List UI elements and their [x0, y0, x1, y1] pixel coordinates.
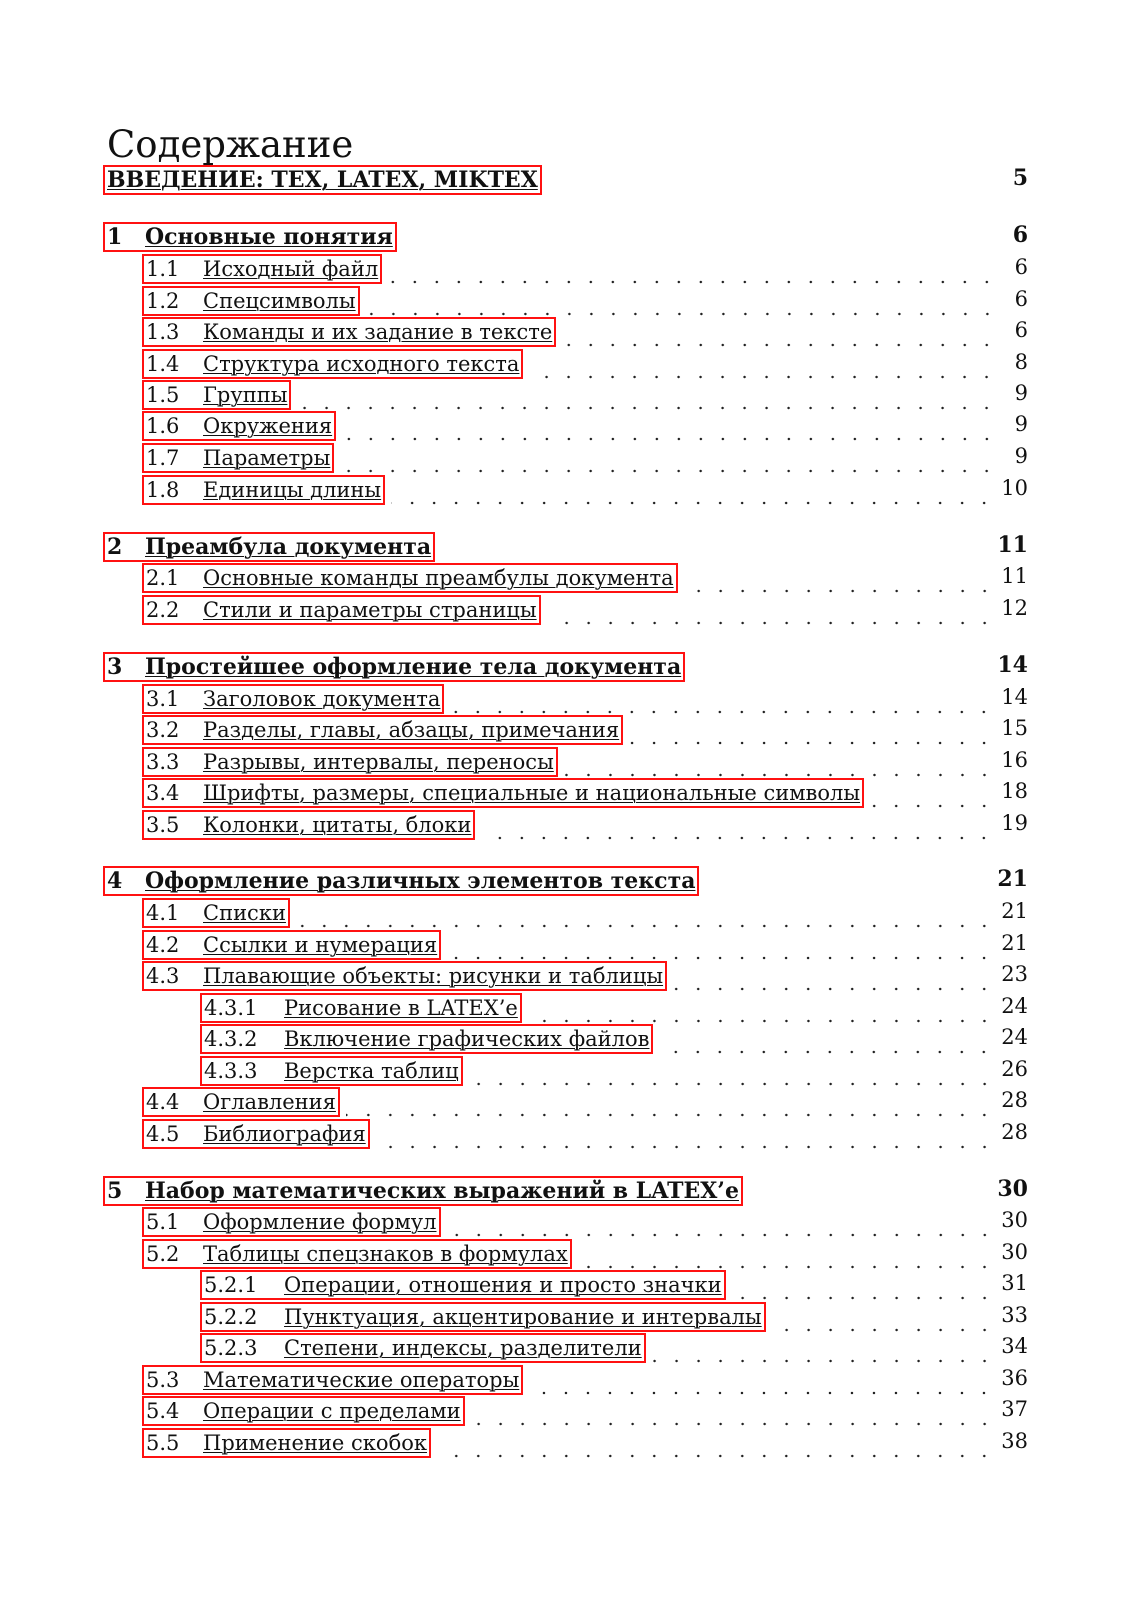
toc-row — [200, 1024, 1028, 1054]
dot-leader — [340, 449, 998, 473]
toc-entry-title: Структура исходного текста — [203, 352, 520, 376]
toc-link[interactable] — [200, 993, 522, 1023]
toc-entry-number: 4.1 — [146, 901, 180, 925]
dot-leader — [447, 1213, 996, 1237]
toc-entry-title: Разрывы, интервалы, переносы — [203, 750, 554, 774]
toc-entry-title: Таблицы спецзнаков в формулах — [203, 1242, 568, 1266]
toc-link[interactable] — [142, 1365, 523, 1395]
toc-row — [142, 810, 1028, 840]
toc-row — [142, 1207, 1028, 1237]
toc-page-number: 21 — [1001, 899, 1028, 923]
toc-entry-title: Рисование в LATEX’е — [284, 996, 518, 1020]
toc-entry-title: Операции, отношения и просто значки — [284, 1273, 722, 1297]
toc-link[interactable] — [142, 286, 360, 316]
toc-entry-title: Математические операторы — [203, 1368, 520, 1392]
toc-row — [142, 411, 1028, 441]
toc-entry-number: 3.3 — [146, 750, 180, 774]
toc-entry-number: 5.3 — [146, 1368, 180, 1392]
toc-row — [142, 961, 1028, 991]
toc-entry-title: Спецсимволы — [203, 289, 356, 313]
toc-page-number: 21 — [997, 866, 1028, 892]
toc-link[interactable] — [103, 1176, 743, 1206]
dot-leader — [346, 1093, 995, 1117]
toc-row — [142, 684, 1028, 714]
toc-entry-number: 5 — [107, 1178, 123, 1204]
toc-entry-number: 2.2 — [146, 598, 180, 622]
toc-entry-number: 5.2.3 — [204, 1336, 258, 1360]
toc-entry-title: Преамбула документа — [145, 534, 432, 560]
toc-entry-number: 1.1 — [146, 257, 180, 281]
toc-page-number: 26 — [1001, 1057, 1028, 1081]
toc-entry-title: Списки — [203, 901, 286, 925]
toc-entry-number: 1 — [107, 224, 123, 250]
toc-entry-number: 5.4 — [146, 1399, 180, 1423]
toc-page-number: 28 — [1001, 1120, 1028, 1144]
toc-page-number: 6 — [1014, 287, 1028, 311]
toc-page-number: 38 — [1001, 1429, 1028, 1453]
toc-row — [103, 1176, 1028, 1206]
dot-leader — [529, 1371, 995, 1395]
toc-row — [142, 380, 1028, 410]
toc-entry-title: Применение скобок — [203, 1431, 427, 1455]
toc-entry-title: Верстка таблиц — [284, 1059, 459, 1083]
dot-leader — [578, 1245, 996, 1269]
toc-page-number: 30 — [1001, 1240, 1028, 1264]
toc-row — [142, 747, 1028, 777]
toc-entry-title: Единицы длины — [203, 478, 382, 502]
toc-page-number: 9 — [1014, 444, 1028, 468]
toc-entry-number: 3.4 — [146, 781, 180, 805]
toc-entry-number: 4.4 — [146, 1090, 180, 1114]
toc-entry-number: 4.2 — [146, 933, 180, 957]
toc-page-number: 21 — [1001, 931, 1028, 955]
toc-entry-number: 5.2.2 — [204, 1305, 258, 1329]
toc-row — [142, 715, 1028, 745]
toc-page-number: 31 — [1001, 1271, 1028, 1295]
toc-row — [142, 443, 1028, 473]
toc-row — [142, 595, 1028, 625]
toc-page-number: 34 — [1001, 1334, 1028, 1358]
toc-link[interactable] — [142, 349, 523, 379]
toc-link[interactable] — [142, 380, 291, 410]
toc-page-number: 28 — [1001, 1088, 1028, 1112]
dot-leader — [391, 481, 995, 505]
toc-link[interactable] — [103, 165, 542, 195]
toc-link[interactable] — [142, 810, 475, 840]
toc-entry-title: Включение графических файлов — [284, 1027, 650, 1051]
dot-leader — [870, 784, 995, 808]
toc-entry-title: Заголовок документа — [203, 687, 441, 711]
toc-entry-number: 4.3.3 — [204, 1059, 258, 1083]
toc-link[interactable] — [142, 1239, 572, 1269]
toc-link[interactable] — [142, 563, 678, 593]
toc-page-number: 23 — [1001, 962, 1028, 986]
toc-row — [142, 898, 1028, 928]
toc-entry-number: 2 — [107, 534, 123, 560]
toc-entry-number: 1.8 — [146, 478, 180, 502]
toc-page-number: 14 — [1001, 685, 1028, 709]
toc-page-number: 5 — [1012, 165, 1028, 191]
toc-row — [103, 532, 1028, 562]
toc-page-number: 24 — [1001, 1025, 1028, 1049]
toc-page-number: 6 — [1012, 222, 1028, 248]
dot-leader — [450, 690, 995, 714]
toc-row — [103, 866, 1028, 896]
toc-row — [200, 1333, 1028, 1363]
dot-leader — [437, 1434, 995, 1458]
toc-page-number: 9 — [1014, 381, 1028, 405]
toc-page-number: 18 — [1001, 779, 1028, 803]
toc-page-number: 30 — [997, 1176, 1028, 1202]
toc-entry-title: Группы — [203, 383, 288, 407]
dot-leader — [297, 386, 998, 410]
dot-leader — [629, 721, 995, 745]
toc-page-number: 16 — [1001, 748, 1028, 772]
toc-page-number: 14 — [997, 652, 1028, 678]
dot-leader — [471, 1402, 996, 1426]
toc-link[interactable] — [142, 1428, 431, 1458]
toc-page-number: 19 — [1001, 811, 1028, 835]
toc-page-number: 12 — [1001, 596, 1028, 620]
toc-entry-number: 4.3 — [146, 964, 180, 988]
toc-entry-title: Набор математических выражений в LATEX’е — [145, 1178, 739, 1204]
toc-row — [103, 165, 1028, 195]
toc-entry-title: Команды и их задание в тексте — [203, 320, 553, 344]
toc-link[interactable] — [142, 254, 382, 284]
toc-entry-number: 4 — [107, 868, 123, 894]
toc-link[interactable] — [142, 961, 667, 991]
toc-entry-number: 5.2 — [146, 1242, 180, 1266]
toc-entry-title: Колонки, цитаты, блоки — [203, 813, 472, 837]
toc-entry-title: Шрифты, размеры, специальные и национальные символы — [203, 781, 861, 805]
toc-row — [142, 778, 1028, 808]
toc-link[interactable] — [142, 747, 558, 777]
toc-entry-title: Плавающие объекты: рисунки и таблицы — [203, 964, 664, 988]
toc-row — [103, 222, 1028, 252]
dot-leader — [388, 260, 998, 284]
toc-link[interactable] — [142, 1119, 370, 1149]
toc-link[interactable] — [142, 778, 864, 808]
toc-row — [142, 1428, 1028, 1458]
toc-link[interactable] — [200, 1056, 463, 1086]
toc-link[interactable] — [200, 1024, 653, 1054]
toc-entry-number: 4.3.1 — [204, 996, 258, 1020]
toc-entry-title: Пунктуация, акцентирование и интервалы — [284, 1305, 762, 1329]
dot-leader — [366, 292, 998, 316]
toc-page-number: 6 — [1014, 318, 1028, 342]
toc-link[interactable] — [142, 443, 334, 473]
toc-entry-number: 5.5 — [146, 1431, 180, 1455]
toc-link[interactable] — [200, 1333, 646, 1363]
toc-link[interactable] — [200, 1270, 726, 1300]
dot-leader — [296, 904, 995, 928]
dot-leader — [342, 417, 998, 441]
toc-row — [142, 349, 1028, 379]
toc-entry-number: 1.4 — [146, 352, 180, 376]
toc-entry-number: 3.2 — [146, 718, 180, 742]
toc-entry-title: Исходный файл — [203, 257, 379, 281]
toc-entry-number: 2.1 — [146, 566, 180, 590]
toc-row — [142, 563, 1028, 593]
toc-row — [200, 1302, 1028, 1332]
toc-page-number: 11 — [1001, 564, 1028, 588]
toc-entry-number: 1.6 — [146, 414, 180, 438]
toc-link[interactable] — [142, 1087, 340, 1117]
toc-entry-number: 3.5 — [146, 813, 180, 837]
toc-row — [142, 1119, 1028, 1149]
toc-entry-title: Степени, индексы, разделители — [284, 1336, 642, 1360]
toc-page-number: 36 — [1001, 1366, 1028, 1390]
toc-link[interactable] — [103, 222, 397, 252]
toc-entry-number: 3.1 — [146, 687, 180, 711]
toc-entry-title: Операции с пределами — [203, 1399, 461, 1423]
toc-row — [200, 1056, 1028, 1086]
dot-leader — [547, 601, 996, 625]
dot-leader — [469, 1062, 996, 1086]
toc-entry-number: 4.5 — [146, 1122, 180, 1146]
toc-row — [200, 1270, 1028, 1300]
toc-page-number: 6 — [1014, 255, 1028, 279]
toc-entry-title: ВВЕДЕНИЕ: TEX, LATEX, MIKTEX — [107, 167, 538, 193]
toc-entry-title: Оформление различных элементов текста — [145, 868, 696, 894]
toc-page-number: 10 — [1001, 476, 1028, 500]
toc-link[interactable] — [142, 317, 556, 347]
toc-link[interactable] — [142, 595, 541, 625]
dot-leader — [684, 569, 996, 593]
toc-entry-title: Окружения — [203, 414, 333, 438]
toc-row — [142, 1239, 1028, 1269]
dot-leader — [564, 753, 995, 777]
toc-row — [142, 475, 1028, 505]
toc-row — [103, 652, 1028, 682]
dot-leader — [481, 816, 995, 840]
toc-row — [142, 1087, 1028, 1117]
toc-entry-number: 3 — [107, 654, 123, 680]
toc-page-number: 15 — [1001, 716, 1028, 740]
toc-link[interactable] — [142, 475, 385, 505]
toc-row — [142, 1396, 1028, 1426]
dot-leader — [772, 1308, 996, 1332]
dot-leader — [562, 323, 998, 347]
dot-leader — [652, 1339, 996, 1363]
toc-link[interactable] — [142, 898, 290, 928]
toc-entry-title: Простейшее оформление тела документа — [145, 654, 682, 680]
toc-link[interactable] — [142, 715, 623, 745]
toc-page-number: 11 — [997, 532, 1028, 558]
toc-entry-number: 5.2.1 — [204, 1273, 258, 1297]
toc-entry-number: 1.3 — [146, 320, 180, 344]
toc-entry-title: Библиография — [203, 1122, 366, 1146]
toc-entry-title: Основные понятия — [145, 224, 393, 250]
toc-entry-title: Параметры — [203, 446, 331, 470]
toc-page-number: 37 — [1001, 1397, 1028, 1421]
toc-entry-title: Оглавления — [203, 1090, 336, 1114]
toc-entry-title: Оформление формул — [203, 1210, 437, 1234]
toc-link[interactable] — [142, 930, 441, 960]
toc-entry-number: 4.3.2 — [204, 1027, 258, 1051]
dot-leader — [529, 355, 998, 379]
dot-leader — [528, 999, 995, 1023]
toc-link[interactable] — [142, 1207, 441, 1237]
toc-link[interactable] — [142, 1396, 465, 1426]
toc-row — [142, 254, 1028, 284]
toc-link[interactable] — [103, 532, 435, 562]
dot-leader — [376, 1125, 996, 1149]
toc-entry-number: 1.7 — [146, 446, 180, 470]
toc-entry-title: Ссылки и нумерация — [203, 933, 438, 957]
toc-link[interactable] — [200, 1302, 766, 1332]
toc-link[interactable] — [142, 411, 336, 441]
dot-leader — [447, 936, 995, 960]
toc-entry-number: 1.2 — [146, 289, 180, 313]
toc-row — [200, 993, 1028, 1023]
toc-link[interactable] — [103, 652, 685, 682]
toc-row — [142, 1365, 1028, 1395]
toc-page-number: 24 — [1001, 994, 1028, 1018]
toc-entry-number: 1.5 — [146, 383, 180, 407]
toc-page-number: 9 — [1014, 412, 1028, 436]
toc-row — [142, 286, 1028, 316]
dot-leader — [673, 967, 995, 991]
toc-entry-title: Основные команды преамбулы документа — [203, 566, 674, 590]
toc-row — [142, 317, 1028, 347]
page-title: Содержание — [107, 122, 354, 166]
toc-page-number: 30 — [1001, 1208, 1028, 1232]
toc-entry-title: Разделы, главы, абзацы, примечания — [203, 718, 620, 742]
dot-leader — [659, 1030, 995, 1054]
toc-page-number: 8 — [1014, 350, 1028, 374]
dot-leader — [732, 1276, 996, 1300]
toc-entry-number: 5.1 — [146, 1210, 180, 1234]
toc-page-number: 33 — [1001, 1303, 1028, 1327]
toc-entry-title: Стили и параметры страницы — [203, 598, 537, 622]
toc-row — [142, 930, 1028, 960]
toc-link[interactable] — [142, 684, 444, 714]
toc-link[interactable] — [103, 866, 699, 896]
